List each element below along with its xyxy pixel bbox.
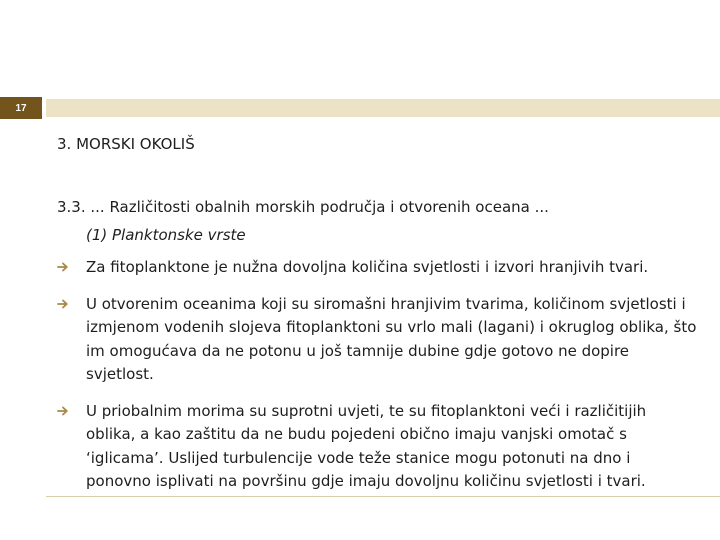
arrow-right-icon xyxy=(57,405,69,417)
slide-number: 17 xyxy=(0,97,42,119)
subheading: (1) Planktonske vrste xyxy=(86,226,246,244)
arrow-right-icon xyxy=(57,261,69,273)
header-bar xyxy=(46,99,720,117)
subsection-title: 3.3. ... Različitosti obalnih morskih područja i otvorenih oceana ... xyxy=(57,198,549,216)
footer-divider xyxy=(46,496,720,497)
section-title: 3. MORSKI OKOLIŠ xyxy=(57,135,195,153)
bullet-item xyxy=(57,400,697,494)
bullet-list xyxy=(57,256,697,507)
arrow-right-icon xyxy=(57,298,69,310)
bullet-text: U otvorenim oceanima koji su siromašni hranjivim tvarima, količinom svjetlosti i izmjenom vodenih slojeva fitoplanktoni su vrlo mali (lagani) i okruglog oblika, što im omogućava da ne potonu u još tamnije dubine gdje gotovo ne dopire svjetlost. xyxy=(86,294,697,383)
bullet-item xyxy=(57,293,697,387)
bullet-text: U priobalnim morima su suprotni uvjeti, te su fitoplanktoni veći i različitijih oblika, a kao zaštitu da ne budu pojedeni obično imaju vanjski omotač s ‘iglicama’. Uslijed turbulencije vode teže stanice mogu potonuti na dno i ponovno isplivati na površinu gdje imaju dovoljnu količinu svjetlosti i tvari. xyxy=(86,401,647,490)
bullet-text: Za fitoplanktone je nužna dovoljna količina svjetlosti i izvori hranjivih tvari. xyxy=(86,258,649,276)
bullet-item xyxy=(57,256,697,280)
